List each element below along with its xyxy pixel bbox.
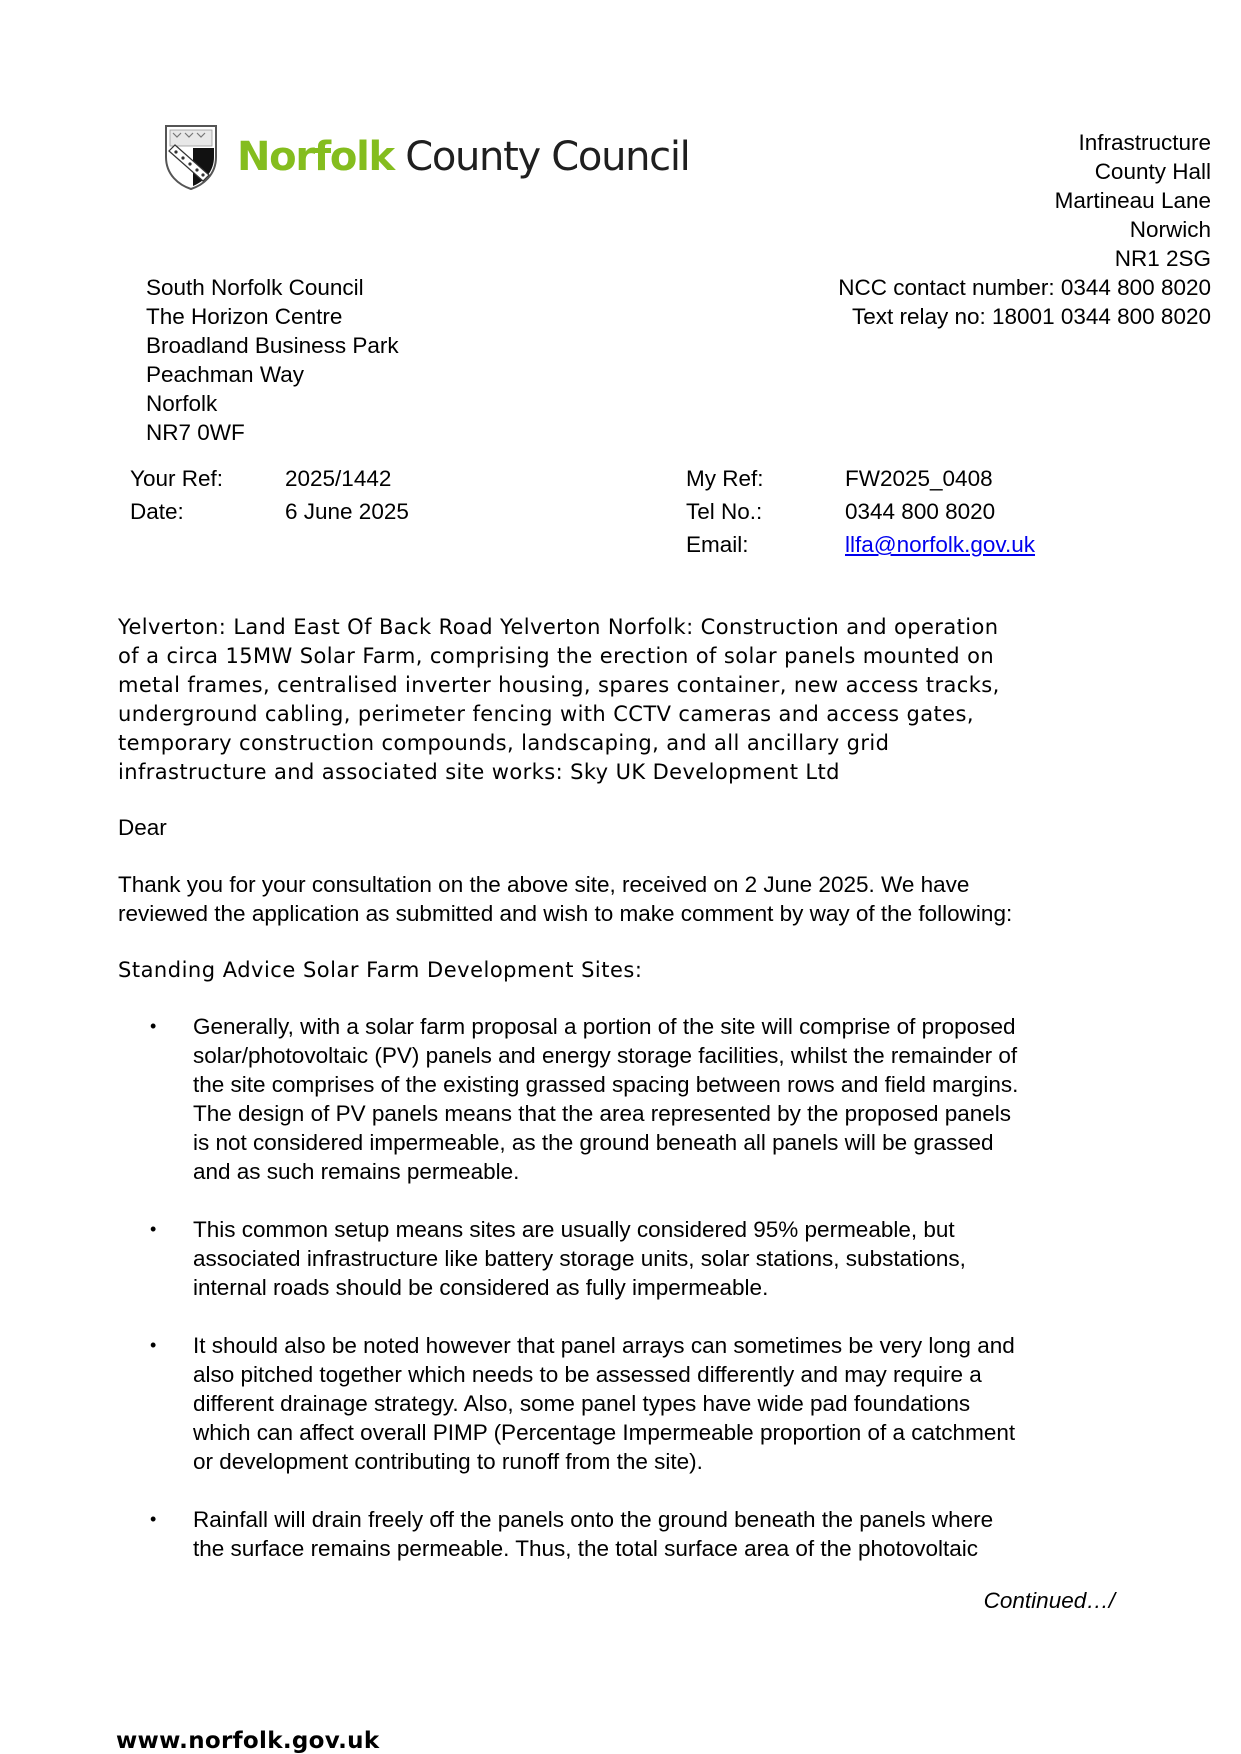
greeting: Dear [118,815,167,840]
bullet-line: Generally, with a solar farm proposal a portion of the site will comprise of proposed [193,1014,1016,1039]
footer-website: www.norfolk.gov.uk [116,1728,380,1754]
sender-text-relay: Text relay no: 18001 0344 800 8020 [851,304,1211,329]
your-ref-value: 2025/1442 [285,466,392,491]
reference-block-right [686,462,1035,561]
letter-subject [118,613,1128,787]
email-link[interactable]: llfa@norfolk.gov.uk [845,532,1036,557]
bullet-icon: • [150,1335,157,1355]
date-value: 6 June 2025 [285,499,409,524]
bullet-line: is not considered impermeable, as the ground beneath all panels will be grassed [193,1130,994,1155]
bullet-line: the site comprises of the existing grassed spacing between rows and field margins. [193,1072,1019,1097]
sender-address-line: NR1 2SG [1114,246,1211,271]
recipient-address-line: South Norfolk Council [146,275,364,300]
bullet-line: solar/photovoltaic (PV) panels and energy storage facilities, whilst the remainder of [193,1043,1018,1068]
intro-line: Thank you for your consultation on the above site, received on 2 June 2025. We have [118,872,970,897]
bullet-item [150,1012,1120,1186]
bullet-text [193,1331,1015,1476]
council-logo [163,122,690,192]
recipient-address-line: The Horizon Centre [146,304,343,329]
intro-line: reviewed the application as submitted and wish to make comment by way of the following: [118,901,1013,926]
bullet-line: internal roads should be considered as fully impermeable. [193,1275,769,1300]
bullet-line: and as such remains permeable. [193,1159,520,1184]
sender-address-line: Infrastructure [1078,130,1211,155]
my-ref-row [686,462,1035,495]
bullet-line: It should also be noted however that panel arrays can sometimes be very long and [193,1333,1015,1358]
council-name [237,134,690,180]
bullet-line: This common setup means sites are usually considered 95% permeable, but [193,1217,955,1242]
shield-crest-icon [163,123,219,191]
recipient-address-line: NR7 0WF [146,420,245,445]
date-row [130,495,409,528]
bullet-line: or development contributing to runoff from the site). [193,1449,703,1474]
subject-line: metal frames, centralised inverter housing, spares container, new access tracks, [118,673,1000,697]
sender-contact-number: NCC contact number: 0344 800 8020 [838,275,1211,300]
bullet-icon: • [150,1016,157,1036]
recipient-address-line: Peachman Way [146,362,304,387]
sender-address-line: County Hall [1094,159,1211,184]
bullet-line: associated infrastructure like battery storage units, solar stations, substations, [193,1246,966,1271]
your-ref-row [130,462,409,495]
bullet-item [150,1505,1120,1563]
subject-line: temporary construction compounds, landscaping, and all ancillary grid [118,731,890,755]
email-row [686,528,1035,561]
sender-address-line: Martineau Lane [1054,188,1211,213]
your-ref-label: Your Ref: [130,466,223,491]
bullet-text [193,1215,966,1302]
bullet-line: The design of PV panels means that the area represented by the proposed panels [193,1101,1012,1126]
recipient-address [146,273,399,447]
recipient-address-line: Norfolk [146,391,218,416]
bullet-line: Rainfall will drain freely off the panels onto the ground beneath the panels where [193,1507,994,1532]
bullet-line: different drainage strategy. Also, some panel types have wide pad foundations [193,1391,971,1416]
bullet-text [193,1505,993,1563]
date-label: Date: [130,499,184,524]
bullet-icon: • [150,1509,157,1529]
section-heading: Standing Advice Solar Farm Development Sites: [118,958,643,982]
council-name-secondary: County Council [393,134,690,180]
sender-address-line: Norwich [1129,217,1211,242]
tel-row [686,495,1035,528]
reference-block-left [130,462,409,528]
bullet-item [150,1215,1120,1302]
subject-line: infrastructure and associated site works: Sky UK Development Ltd [118,760,840,784]
intro-paragraph [118,870,1012,928]
council-name-primary: Norfolk [237,134,394,180]
bullet-item [150,1331,1120,1476]
bullet-icon: • [150,1219,157,1239]
subject-line: Yelverton: Land East Of Back Road Yelverton Norfolk: Construction and operation [118,615,999,639]
email-label: Email: [686,532,749,557]
tel-label: Tel No.: [686,499,763,524]
subject-line: of a circa 15MW Solar Farm, comprising the erection of solar panels mounted on [118,644,995,668]
bullet-line: also pitched together which needs to be assessed differently and may require a [193,1362,982,1387]
bullet-line: which can affect overall PIMP (Percentage Impermeable proportion of a catchment [193,1420,1016,1445]
recipient-address-line: Broadland Business Park [146,333,399,358]
my-ref-value: FW2025_0408 [845,466,993,491]
bullet-text [193,1012,1018,1186]
sender-address [838,128,1211,331]
continued-marker: Continued…/ [983,1588,1115,1613]
bullet-line: the surface remains permeable. Thus, the total surface area of the photovoltaic [193,1536,979,1561]
my-ref-label: My Ref: [686,466,764,491]
subject-line: underground cabling, perimeter fencing with CCTV cameras and access gates, [118,702,974,726]
advice-bullet-list [150,1012,1120,1592]
tel-value: 0344 800 8020 [845,499,996,524]
